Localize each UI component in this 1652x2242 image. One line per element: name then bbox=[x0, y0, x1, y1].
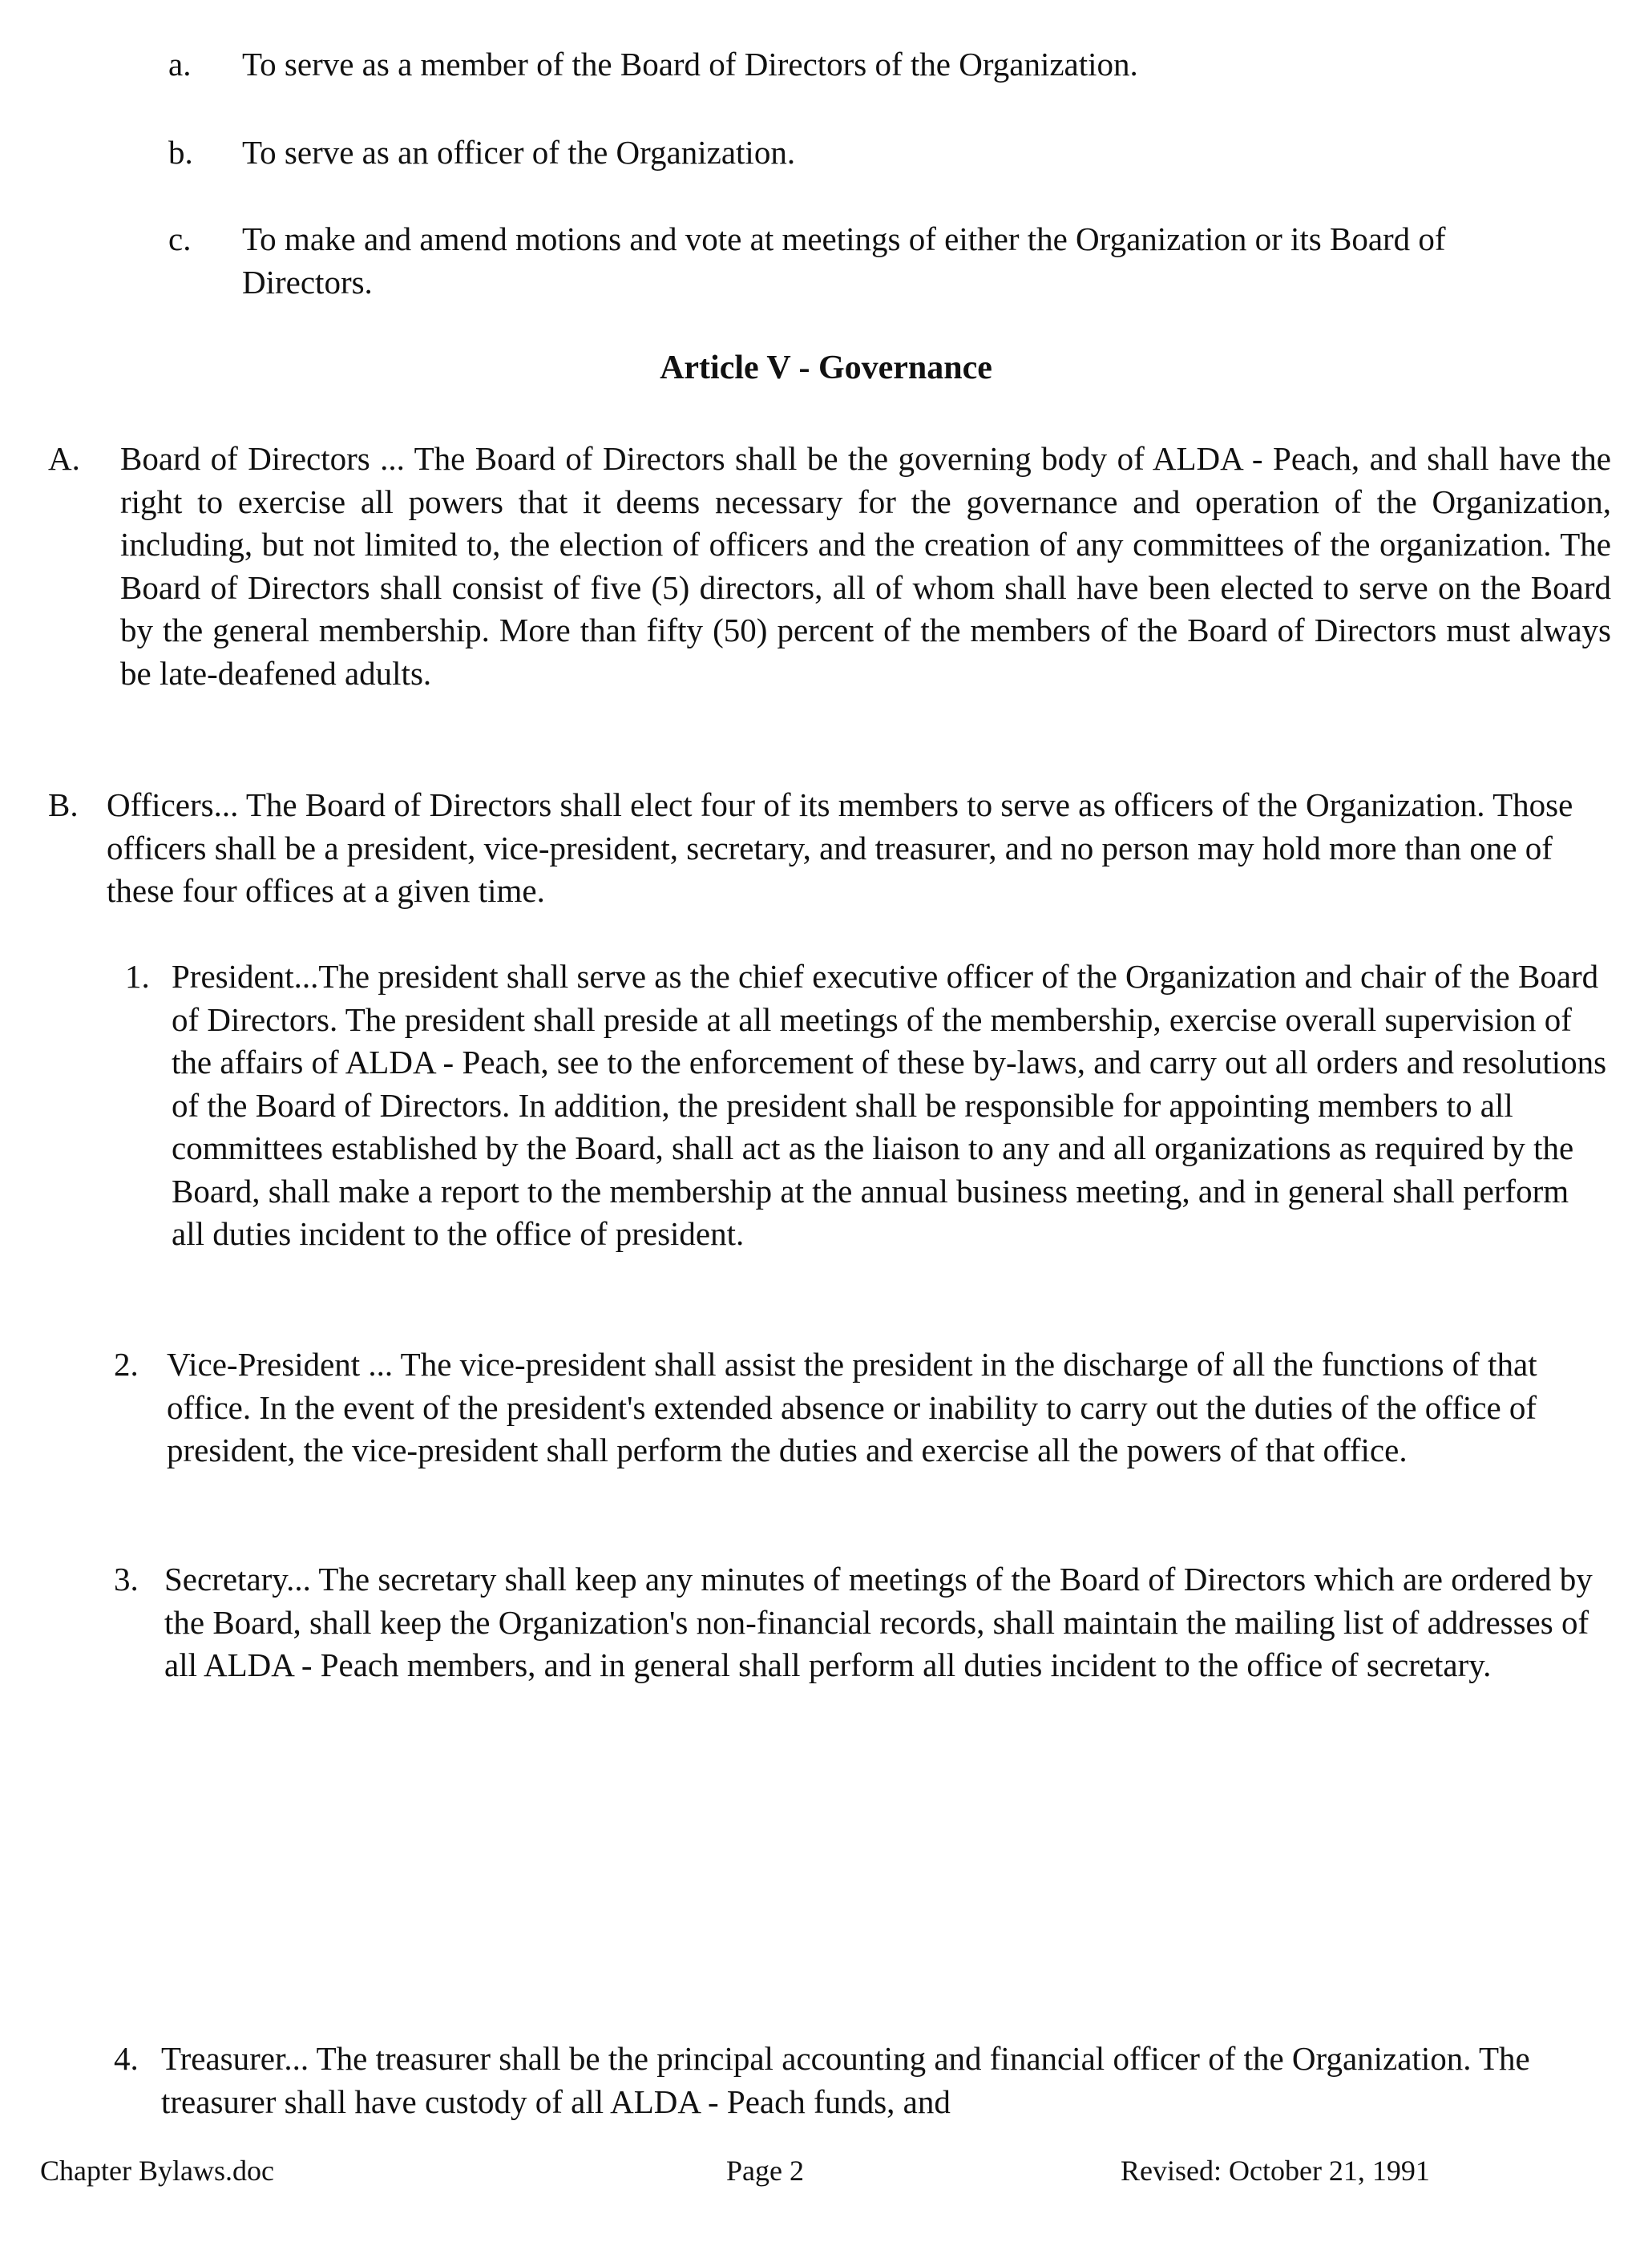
officer-label-2: 2. bbox=[114, 1346, 139, 1383]
sublist-item-b: To serve as an officer of the Organization. bbox=[242, 134, 796, 171]
officer-treasurer-text: Treasurer... The treasurer shall be the principal accounting and financial officer of the Organization. The treasurer shall have custody of all ALDA - Peach funds, and bbox=[161, 2040, 1530, 2120]
officer-label-4: 4. bbox=[114, 2040, 139, 2077]
section-label-a: A. bbox=[48, 440, 80, 477]
officer-label-1: 1. bbox=[125, 958, 150, 995]
sublist-item-c: To make and amend motions and vote at meetings of either the Organization or its Board of Directors. bbox=[242, 220, 1446, 301]
officer-vice-president-text: Vice-President ... The vice-president shall assist the president in the discharge of all the functions of that office. In the event of the president's extended absence or inability to carry out the duties of the office of president, the vice-president shall perform the duties and exercise all the powers of that office. bbox=[167, 1346, 1537, 1468]
section-b-text: Officers... The Board of Directors shall elect four of its members to serve as officers of the Organization. Those officers shall be a president, vice-president, secretary, and treasurer, and no person may hold more than one of these four offices at a given time. bbox=[107, 786, 1573, 909]
sublist-label-a: a. bbox=[168, 46, 192, 83]
footer-filename: Chapter Bylaws.doc bbox=[40, 2155, 274, 2187]
officer-label-3: 3. bbox=[114, 1561, 139, 1598]
article-heading: Article V - Governance bbox=[660, 349, 992, 386]
officer-president-text: President...The president shall serve as the chief executive officer of the Organization and chair of the Board of Directors. The president shall preside at all meetings of the membership, exercise overall supervision of the affairs of ALDA - Peach, see to the enforcement of these by-laws, and carry out all orders and resolutions of the Board of Directors. In addition, the president shall be responsible for appointing members to all committees established by the Board, shall act as the liaison to any and all organizations as required by the Board, shall make a report to the membership at the annual business meeting, and in general shall perform all duties incident to the office of president. bbox=[172, 958, 1607, 1252]
sublist-label-c: c. bbox=[168, 220, 192, 257]
section-label-b: B. bbox=[48, 786, 79, 823]
section-a-text: Board of Directors ... The Board of Directors shall be the governing body of ALDA - Peach, and shall have the right to exercise all powers that it deems necessary for the governance and operation of the Organization, including, but not limited to, the election of officers and the creation of any committees of the organization. The Board of Directors shall consist of five (5) directors, all of whom shall have been elected to serve on the Board by the general membership. More than fifty (50) percent of the members of the Board of Directors must always be late-deafened adults. bbox=[120, 440, 1611, 692]
sublist-item-a: To serve as a member of the Board of Directors of the Organization. bbox=[242, 46, 1138, 83]
officer-secretary-text: Secretary... The secretary shall keep any minutes of meetings of the Board of Directors which are ordered by the Board, shall keep the Organization's non-financial records, shall maintain the mailing list of addresses of all ALDA - Peach members, and in general shall perform all duties incident to the office of secretary. bbox=[164, 1561, 1593, 1683]
footer-page-number: Page 2 bbox=[726, 2155, 804, 2187]
footer-revised-date: Revised: October 21, 1991 bbox=[1121, 2155, 1430, 2187]
sublist-label-b: b. bbox=[168, 134, 193, 171]
